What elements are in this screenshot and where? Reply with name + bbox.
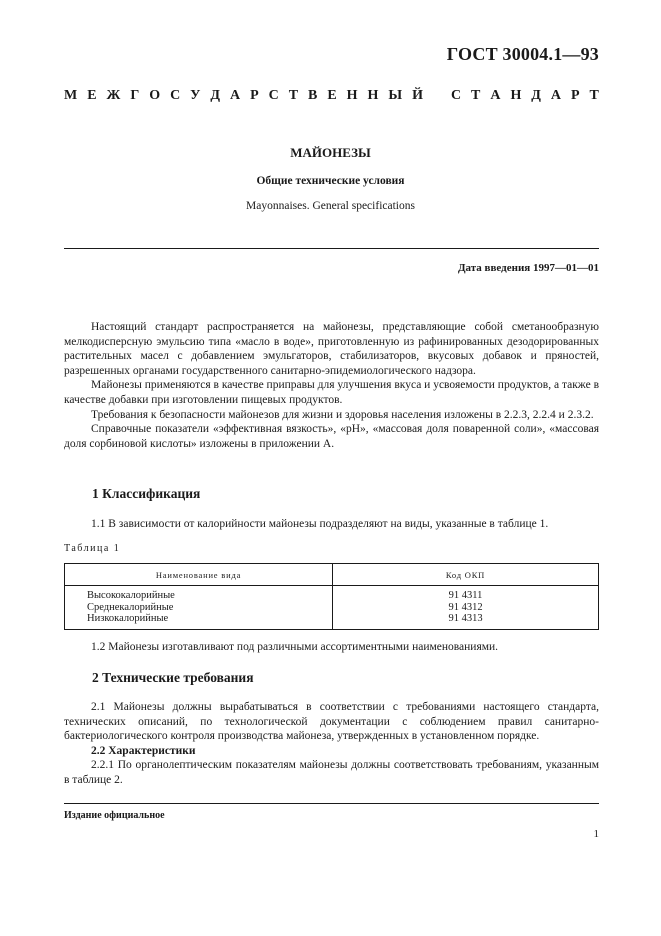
document-subtitle: Общие технические условия bbox=[256, 175, 405, 187]
letter: В bbox=[308, 88, 318, 103]
letter: М bbox=[64, 88, 78, 103]
okp-code: 91 4311 bbox=[448, 590, 483, 601]
clause-1-1: 1.1 В зависимости от калорийности майонезы подразделяют на виды, указанные в таблице 1. bbox=[91, 518, 549, 530]
letter: Т bbox=[471, 88, 481, 103]
letter: Е bbox=[327, 88, 337, 103]
intro-paragraph: Требования к безопасности майонезов для жизни и здоровья населения изложены в 2.2.3, 2.2.4 и 2.3.2. bbox=[91, 408, 594, 421]
intro-paragraph: Справочные показатели «эффективная вязкость», «рН», «массовая доля поваренной соли», «массовая доля сорбиновой кислоты» изложены в приложении А. bbox=[64, 423, 599, 450]
edition-note: Издание официальное bbox=[64, 810, 165, 821]
letter: А bbox=[550, 88, 562, 103]
footer-divider bbox=[64, 803, 599, 804]
header-divider bbox=[64, 248, 599, 249]
intro-paragraph: Настоящий стандарт распространяется на майонезы, представляющие собой сметанообразную мелкодисперсную эмульсию типа «масло в воде», приготовленную из рафинированных дезодорированных растительных масел с добавлением эмульгаторов, стабилизаторов, вкусовых добавок и пряностей, разрешенных органами государственного санитарно-эпидемиологического надзора. bbox=[64, 321, 599, 377]
letter: О bbox=[149, 88, 161, 103]
okp-code: 91 4312 bbox=[448, 601, 483, 613]
letter: У bbox=[190, 88, 201, 103]
date-introduced: Дата введения 1997—01—01 bbox=[457, 262, 599, 274]
page-number: 1 bbox=[593, 828, 599, 840]
table-cell-codes bbox=[333, 586, 599, 630]
document-number: ГОСТ 30004.1—93 bbox=[446, 44, 599, 64]
letter: Ж bbox=[106, 88, 121, 103]
type-name: Низкокалорийные bbox=[87, 613, 169, 624]
letter: Д bbox=[210, 88, 221, 103]
type-name: Среднекалорийные bbox=[87, 601, 174, 613]
letter: А bbox=[490, 88, 501, 103]
letter: С bbox=[450, 88, 462, 103]
letter: Г bbox=[130, 88, 140, 103]
letter: Р bbox=[250, 88, 259, 103]
type-name: Высококалорийные bbox=[87, 590, 175, 601]
clause-2-1: 2.1 Майонезы должны вырабатываться в соответствии с требованиями настоящего стандарта, технических описаний, по технологической документации с соблюдением правил санитарно-бактериологического контроля производства майонеза, утвержденных в установленном порядке. bbox=[64, 701, 599, 743]
intro-paragraph: Майонезы применяются в качестве приправы для улучшения вкуса и усвояемости продуктов, а также в качестве добавки при изготовлении пищевых продуктов. bbox=[64, 379, 600, 406]
intro-text bbox=[64, 320, 599, 451]
section-1-paragraph bbox=[64, 640, 599, 655]
table-header-row bbox=[65, 564, 599, 586]
clause-2-2-1: 2.2.1 По органолептическим показателям майонезы должны соответствовать требованиям, указанным в таблице 2. bbox=[64, 759, 599, 786]
column-header-code: Код ОКП bbox=[333, 564, 599, 586]
table-1-caption: Таблица 1 bbox=[64, 543, 121, 554]
standard-type-heading bbox=[64, 88, 599, 104]
letter: Т bbox=[589, 88, 599, 103]
letter: С bbox=[170, 88, 181, 103]
letter: Н bbox=[346, 88, 358, 103]
section-1-paragraph bbox=[64, 517, 599, 532]
column-header-name: Наименование вида bbox=[65, 564, 333, 586]
section-1-heading: 1 Классификация bbox=[92, 486, 201, 501]
letter: Р bbox=[571, 88, 580, 103]
letter: Н bbox=[367, 88, 379, 103]
section-2-heading: 2 Технические требования bbox=[92, 670, 254, 685]
section-2-text bbox=[64, 700, 599, 788]
letter: С bbox=[268, 88, 279, 103]
letter: Д bbox=[531, 88, 541, 103]
letter: Й bbox=[412, 88, 423, 103]
document-title: МАЙОНЕЗЫ bbox=[290, 145, 371, 160]
okp-code: 91 4313 bbox=[448, 613, 483, 624]
table-cell-names bbox=[65, 586, 333, 630]
table-1 bbox=[64, 563, 599, 630]
clause-2-2-heading: 2.2 Характеристики bbox=[91, 744, 196, 757]
table-row bbox=[65, 586, 599, 630]
letter: Н bbox=[510, 88, 522, 103]
letter: Т bbox=[288, 88, 299, 103]
english-title: Mayonnaises. General specifications bbox=[246, 200, 415, 212]
word-gap bbox=[433, 88, 441, 104]
letter: А bbox=[230, 88, 241, 103]
letter: Ы bbox=[388, 88, 403, 103]
clause-1-2: 1.2 Майонезы изготавливают под различными ассортиментными наименованиями. bbox=[91, 641, 499, 653]
letter: Е bbox=[87, 88, 97, 103]
